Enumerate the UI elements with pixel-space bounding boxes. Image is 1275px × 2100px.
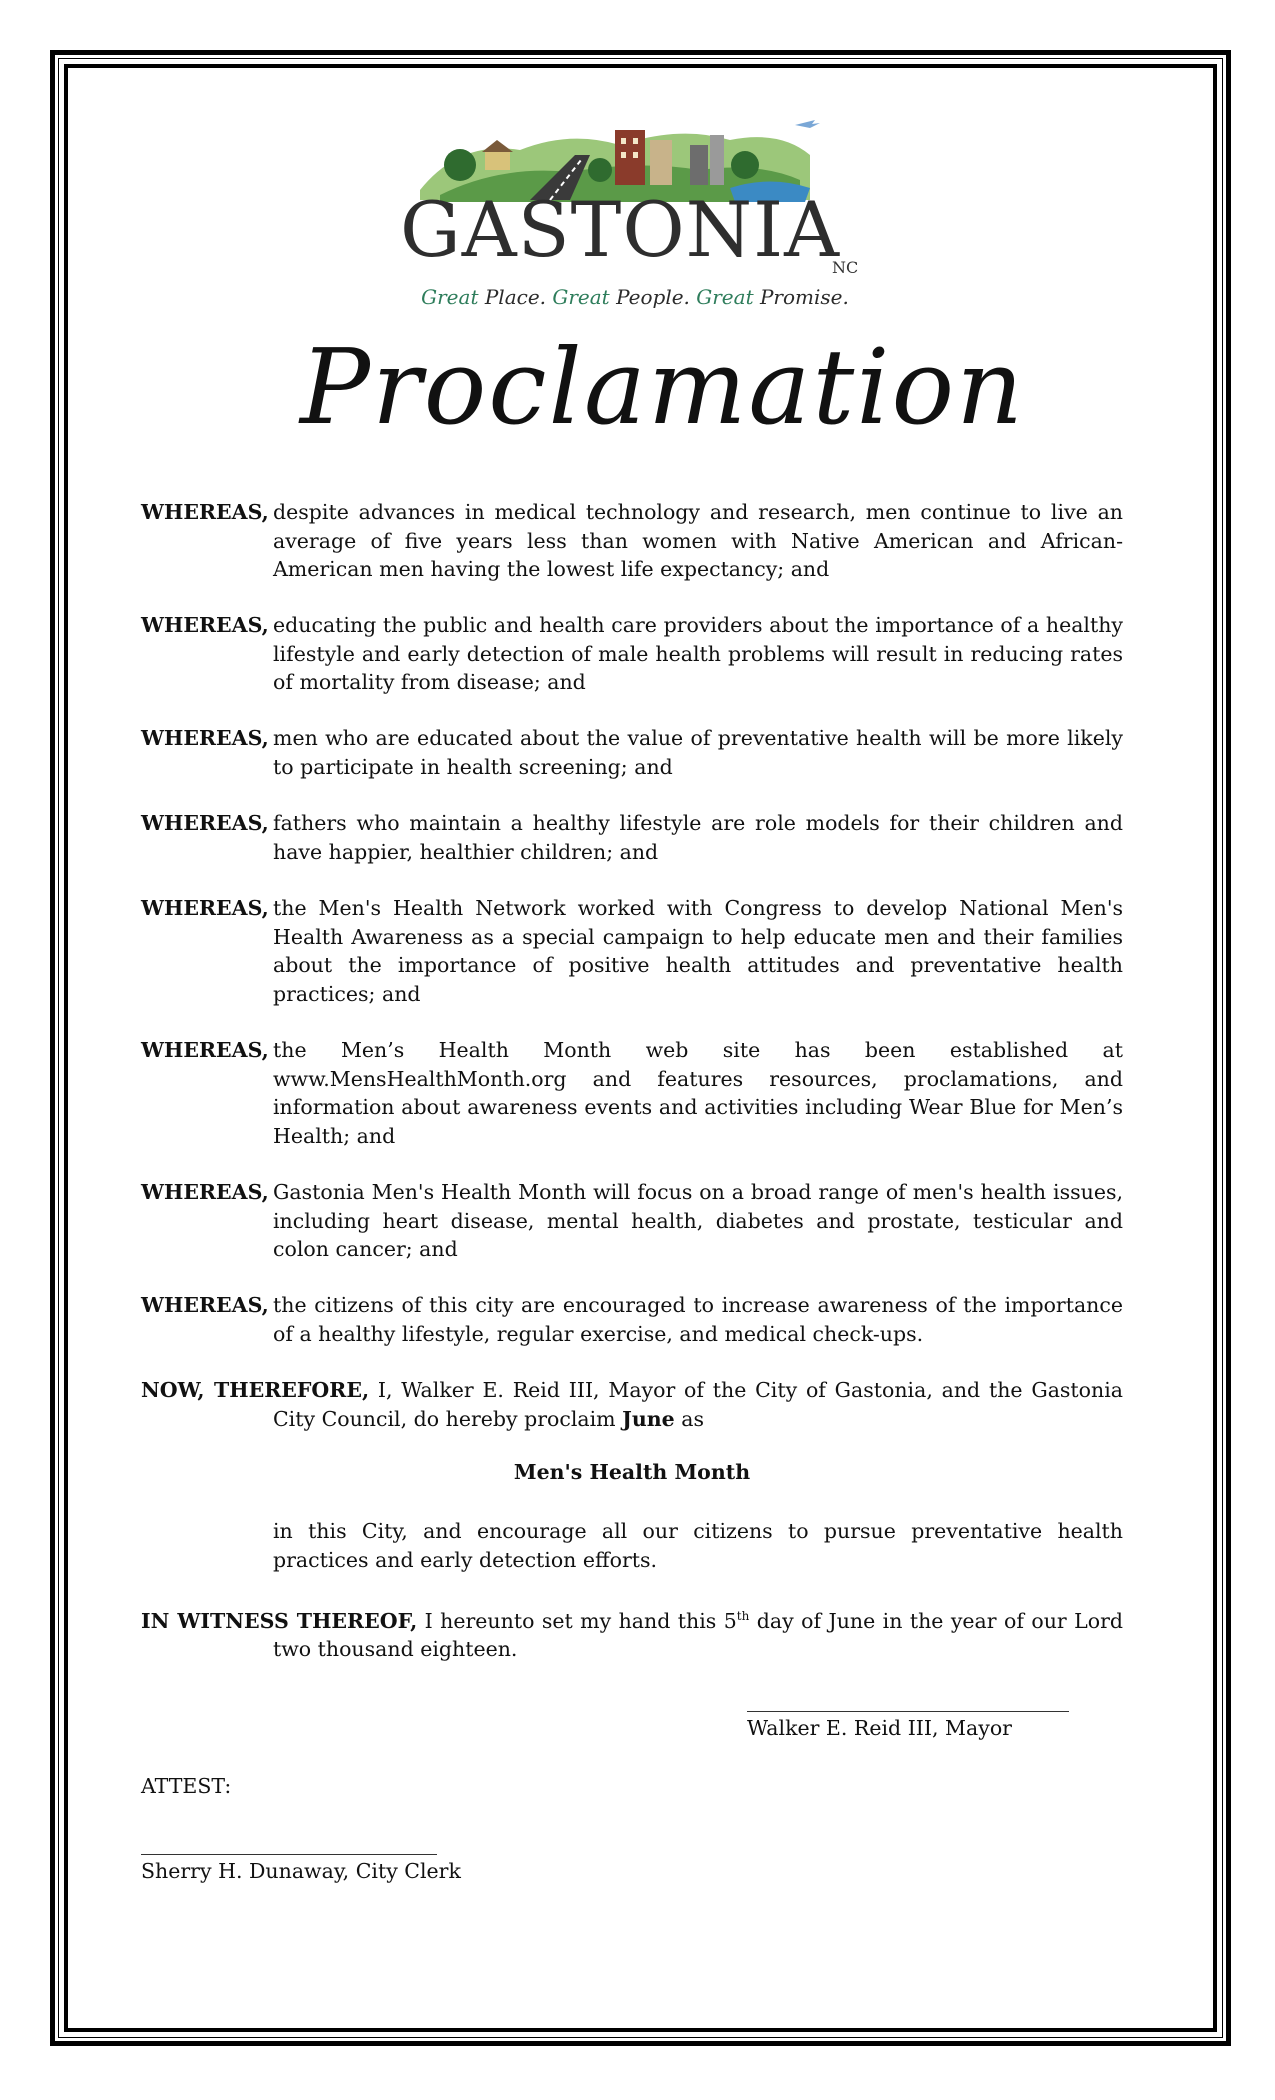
tagline-part: People. — [609, 285, 697, 309]
tagline-part: Great — [552, 285, 610, 309]
clause-text: despite advances in medical technology and research, men continue to live an average of five years less than women with Native American and African-American men having the lowest life expectancy; and — [273, 500, 1123, 581]
proclaimed-month: June — [622, 1406, 675, 1431]
now-therefore-clause — [141, 1376, 1123, 1433]
now-therefore-label: NOW, THEREFORE, — [141, 1378, 370, 1402]
clause-text: the Men’s Health Month web site has been established at www.MensHealthMonth.org and features resources, proclamations, and information about awareness events and activities including Wear Blue for Men’s Health; and — [273, 1038, 1123, 1148]
now-therefore-text-end: as — [674, 1406, 704, 1431]
tagline-part: Promise. — [753, 285, 849, 309]
whereas-label: WHEREAS, — [141, 500, 269, 524]
logo-state: NC — [832, 258, 859, 277]
clerk-signature-name: Sherry H. Dunaway, City Clerk — [141, 1859, 461, 1883]
whereas-label: WHEREAS, — [141, 1293, 269, 1317]
whereas-label: WHEREAS, — [141, 1180, 269, 1204]
tagline-part: Great — [421, 285, 479, 309]
logo-wordmark: GASTONIA — [400, 185, 841, 274]
clerk-signature-line — [141, 1854, 437, 1855]
whereas-clause — [141, 1291, 1123, 1348]
whereas-clause — [141, 1178, 1123, 1264]
clause-text: Gastonia Men's Health Month will focus on a broad range of men's health issues, including heart disease, mental health, diabetes and prostate, testicular and colon cancer; and — [273, 1180, 1123, 1261]
whereas-clause — [141, 809, 1123, 866]
whereas-label: WHEREAS, — [141, 726, 269, 750]
whereas-clause — [141, 894, 1123, 1008]
gastonia-logo — [400, 110, 880, 325]
now-therefore-text: I, Walker E. Reid III, Mayor of the City of Gastonia, and the Gastonia City Council, do hereby proclaim — [273, 1378, 1123, 1431]
document-title: Proclamation — [300, 326, 1026, 448]
encourage-text: in this City, and encourage all our citizens to pursue preventative health practices and early detection efforts. — [273, 1519, 1123, 1572]
whereas-label: WHEREAS, — [141, 613, 269, 637]
clause-text: the citizens of this city are encouraged to increase awareness of the importance of a healthy lifestyle, regular exercise, and medical check-ups. — [273, 1293, 1123, 1346]
clause-text: fathers who maintain a healthy lifestyle are role models for their children and have happier, healthier children; and — [273, 811, 1123, 864]
witness-superscript: th — [736, 1609, 750, 1623]
proclaimed-title: Men's Health Month — [513, 1460, 751, 1484]
whereas-clause — [141, 1036, 1123, 1150]
whereas-label: WHEREAS, — [141, 811, 269, 835]
clause-text: educating the public and health care providers about the importance of a healthy lifestyle and early detection of male health problems will result in reducing rates of mortality from disease; and — [273, 613, 1123, 694]
witness-text: I hereunto set my hand this 5 — [417, 1608, 737, 1633]
whereas-clause — [141, 724, 1123, 781]
witness-clause — [141, 1602, 1123, 1664]
attest-label: ATTEST: — [141, 1774, 232, 1798]
clause-text: men who are educated about the value of preventative health will be more likely to participate in health screening; and — [273, 726, 1123, 779]
mayor-signature-line — [747, 1711, 1069, 1712]
witness-text-end: day of June in the year of our Lord two thousand eighteen. — [273, 1608, 1124, 1662]
encourage-clause — [141, 1517, 1123, 1574]
clause-text: the Men's Health Network worked with Congress to develop National Men's Health Awareness as a special campaign to help educate men and their families about the importance of positive health attitudes and preventative health practices; and — [273, 896, 1123, 1006]
whereas-label: WHEREAS, — [141, 1038, 269, 1062]
tagline-part: Place. — [478, 285, 553, 309]
whereas-clause — [141, 611, 1123, 697]
logo-tagline — [400, 285, 870, 309]
tagline-part: Great — [696, 285, 754, 309]
witness-label: IN WITNESS THEREOF, — [141, 1608, 418, 1633]
whereas-label: WHEREAS, — [141, 896, 269, 920]
mayor-signature-name: Walker E. Reid III, Mayor — [747, 1716, 1012, 1740]
whereas-clause — [141, 498, 1123, 584]
